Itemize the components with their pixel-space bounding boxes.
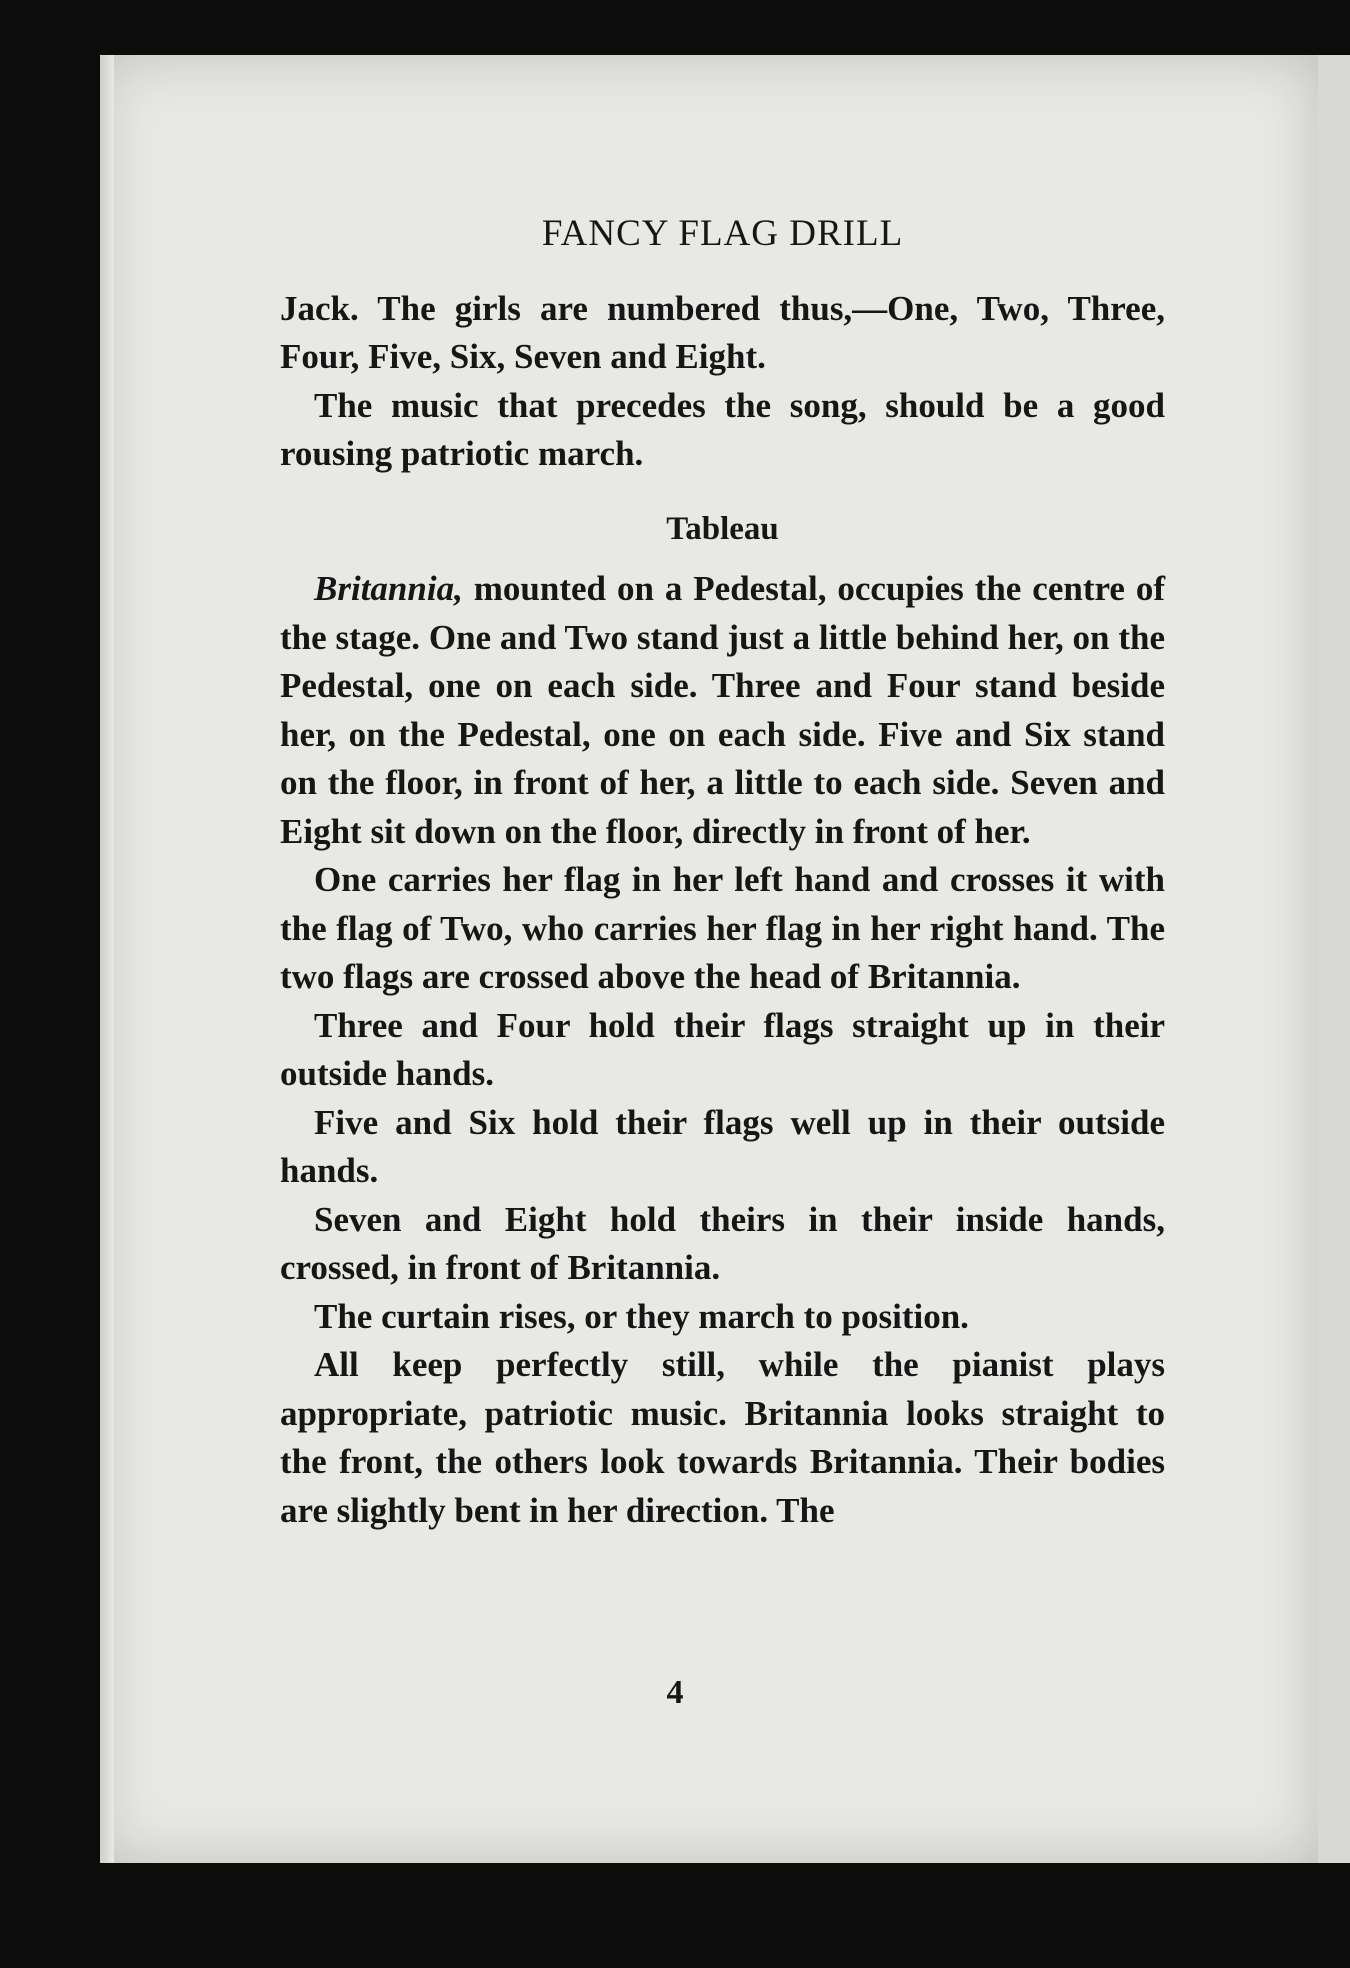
paragraph: All keep perfectly still, while the pianist plays appropriate, patriotic music. Britannia looks straight to the front, the others look towards Britannia. Their bodies are slightly bent in her direction. The <box>280 1345 1165 1530</box>
paragraph-text: mounted on a Pedestal, occupies the centre of the stage. One and Two stand just a little behind her, on the Pedestal, one on each side. Three and Four stand beside her, on the Pedestal, one on each side. Five and Six stand on the floor, in front of her, a little to each side. Seven and Eight sit down on the floor, directly in front of her. <box>280 569 1165 851</box>
paragraph: The music that precedes the song, should be a good rousing patriotic march. <box>280 385 1165 473</box>
paragraph: One carries her flag in her left hand and crosses it with the flag of Two, who carries her flag in her right hand. The two flags are crossed above the head of Britannia. <box>280 860 1165 996</box>
paragraph: The curtain rises, or they march to position. <box>314 1296 969 1336</box>
paragraph <box>280 565 1165 856</box>
next-page-edge <box>1318 55 1350 1863</box>
page-number: 4 <box>666 1674 684 1711</box>
paragraph: Jack. The girls are numbered thus,—One, Two, Three, Four, Five, Six, Seven and Eight. <box>280 288 1165 376</box>
emphasized-name: Britannia, <box>314 569 463 608</box>
running-header: FANCY FLAG DRILL <box>541 213 904 254</box>
paragraph: Seven and Eight hold theirs in their inside hands, crossed, in front of Britannia. <box>280 1199 1165 1287</box>
section-title: Tableau <box>666 510 779 547</box>
page-text <box>280 210 1165 1535</box>
paragraph: Five and Six hold their flags well up in their outside hands. <box>280 1102 1165 1190</box>
paragraph: Three and Four hold their flags straight up in their outside hands. <box>280 1005 1165 1093</box>
